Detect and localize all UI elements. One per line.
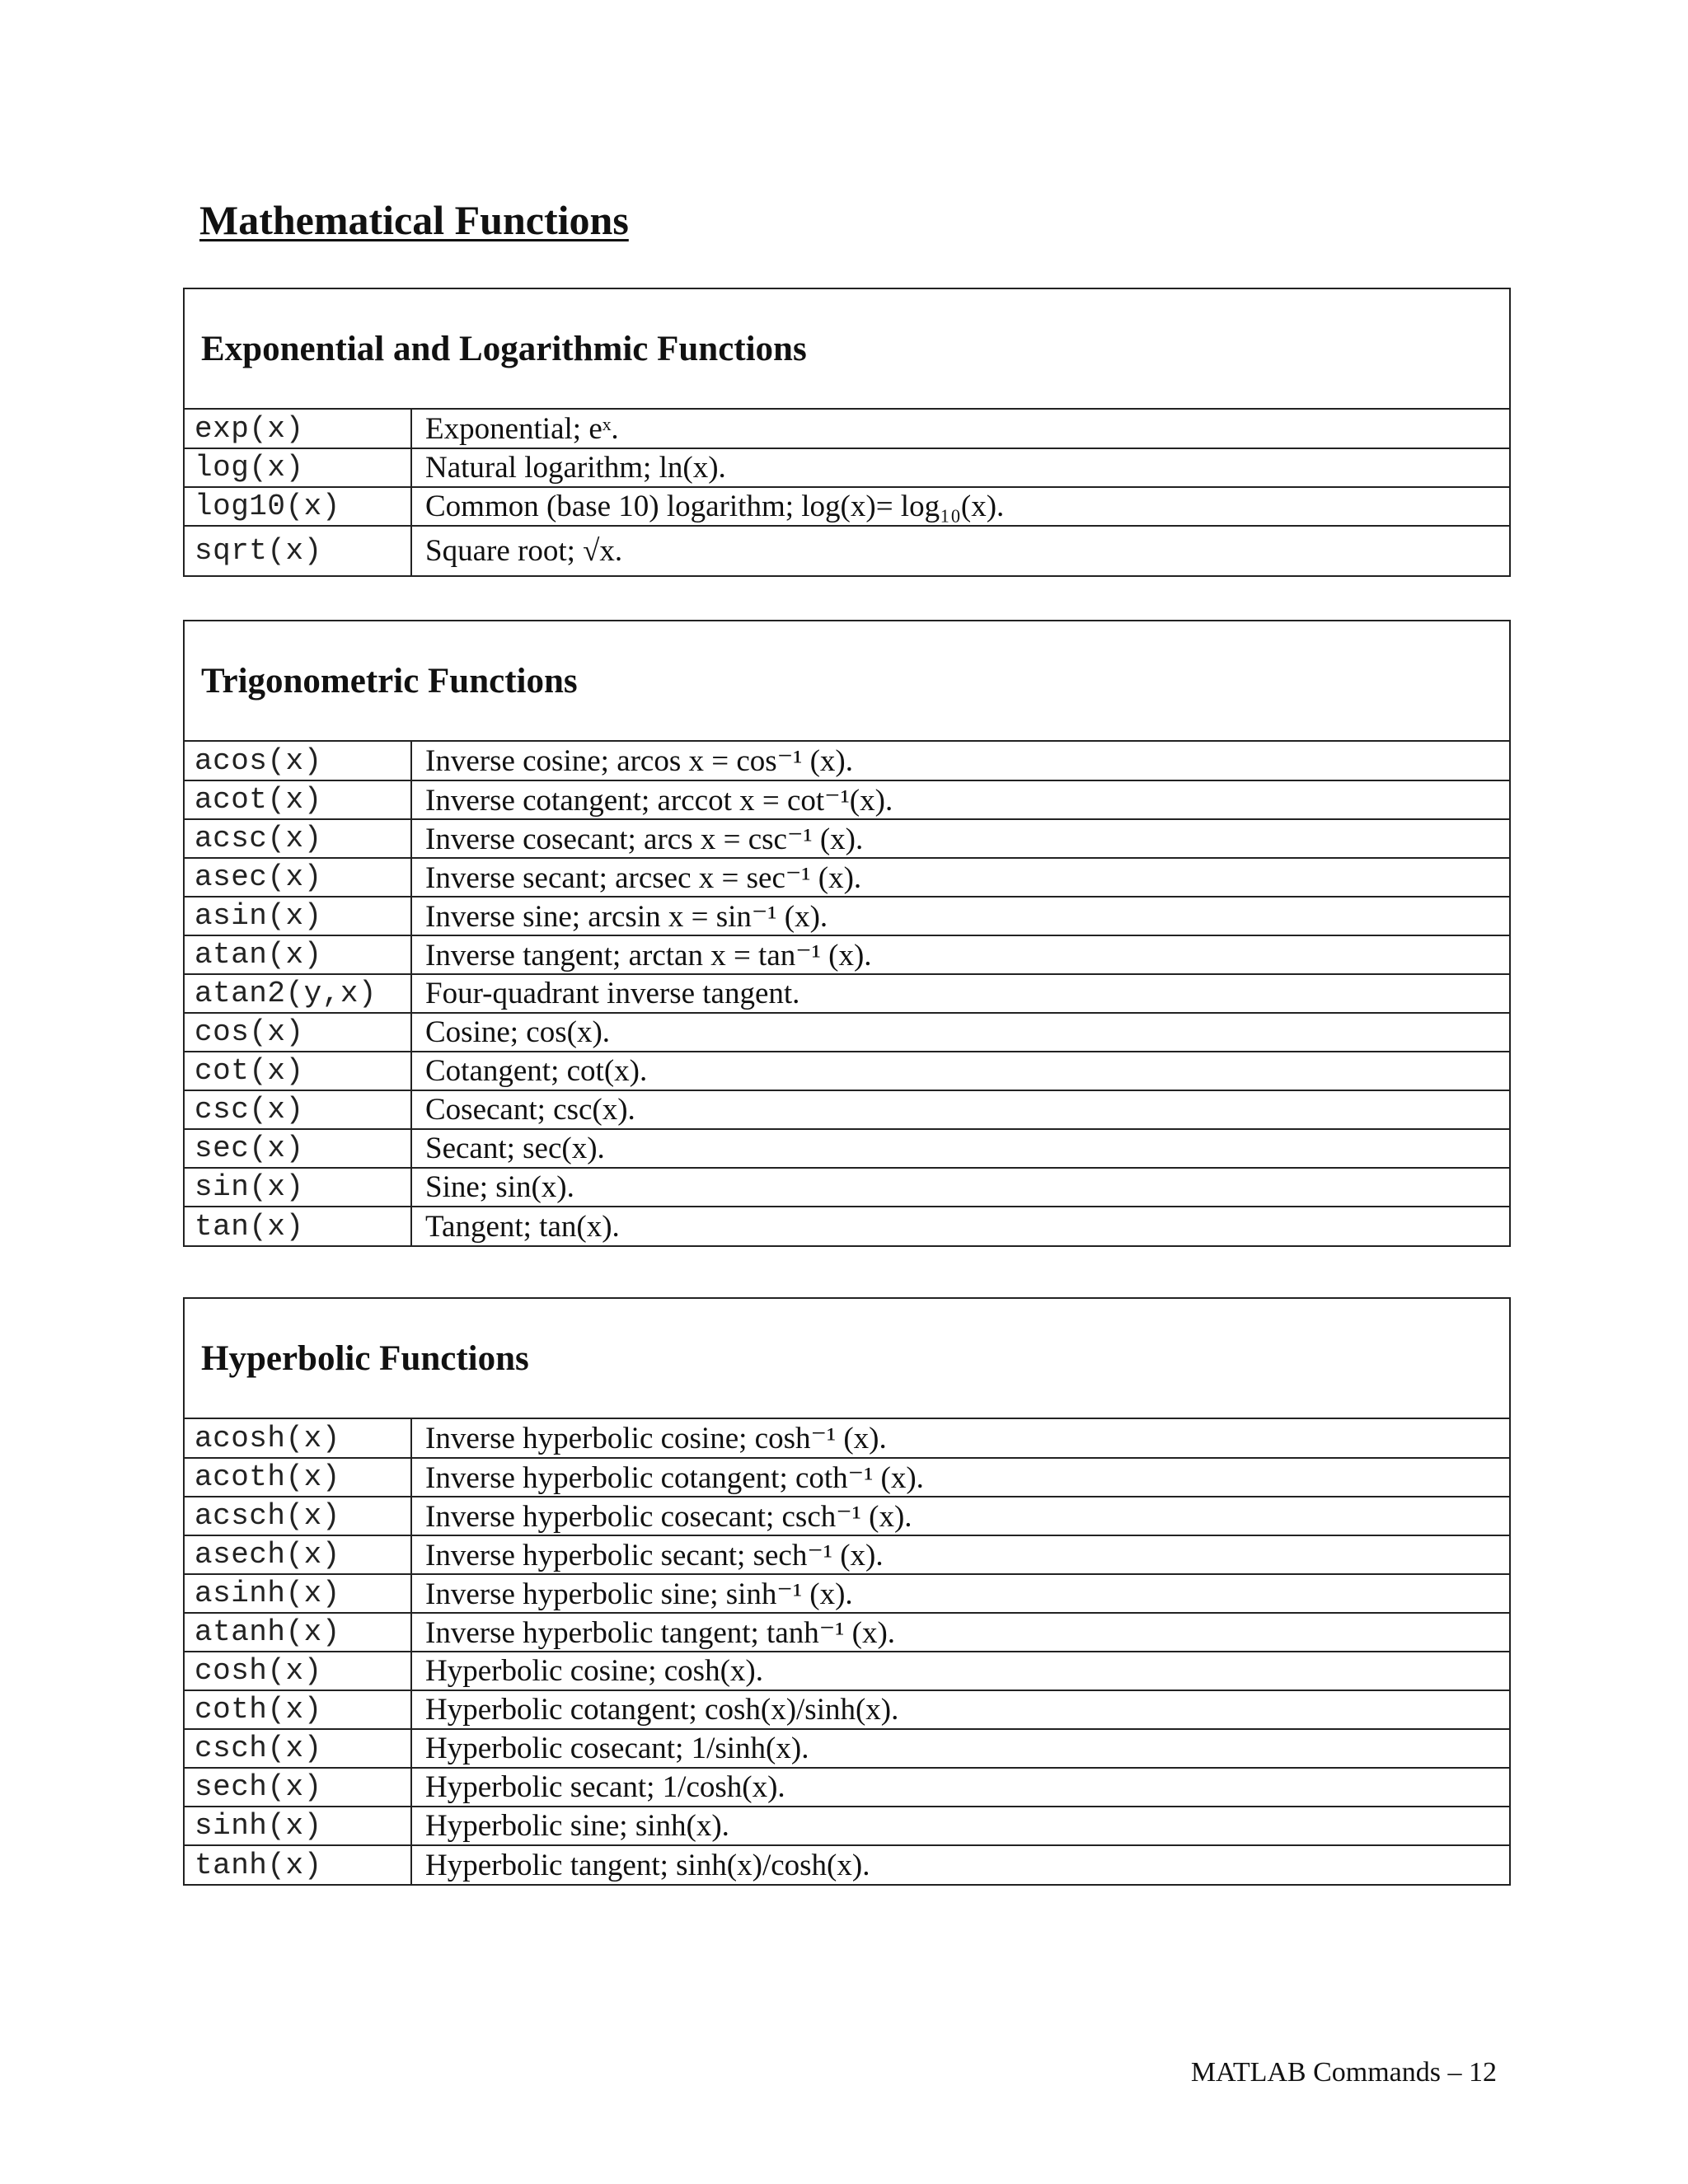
command-cell: coth(x)	[185, 1690, 411, 1729]
description-cell: Inverse cosecant; arcs x = csc⁻¹ (x).	[411, 819, 1509, 858]
table-row	[185, 780, 1509, 819]
description-cell: Inverse hyperbolic secant; sech⁻¹ (x).	[411, 1535, 1509, 1574]
page-title: Mathematical Functions	[199, 197, 629, 243]
table-row	[185, 1052, 1509, 1090]
command-cell: acot(x)	[185, 780, 411, 819]
description-cell: Hyperbolic cosine; cosh(x).	[411, 1652, 1509, 1690]
table-row	[185, 1729, 1509, 1768]
table-row	[185, 742, 1509, 780]
command-cell: asec(x)	[185, 858, 411, 897]
command-cell: acos(x)	[185, 742, 411, 780]
section-title: Exponential and Logarithmic Functions	[201, 329, 807, 368]
command-cell: exp(x)	[185, 410, 411, 448]
command-cell: log10(x)	[185, 487, 411, 526]
description-cell: Inverse tangent; arctan x = tan⁻¹ (x).	[411, 935, 1509, 974]
command-cell: cosh(x)	[185, 1652, 411, 1690]
section-header	[185, 289, 1509, 410]
command-cell: asinh(x)	[185, 1574, 411, 1613]
command-cell: sech(x)	[185, 1768, 411, 1807]
command-cell: tan(x)	[185, 1207, 411, 1245]
description-cell: Four-quadrant inverse tangent.	[411, 974, 1509, 1013]
command-cell: atan(x)	[185, 935, 411, 974]
description-cell: Hyperbolic cotangent; cosh(x)/sinh(x).	[411, 1690, 1509, 1729]
command-cell: acoth(x)	[185, 1458, 411, 1497]
table-row	[185, 1845, 1509, 1884]
command-cell: csc(x)	[185, 1090, 411, 1129]
section-header	[185, 621, 1509, 742]
description-cell: Inverse hyperbolic cosine; cosh⁻¹ (x).	[411, 1419, 1509, 1458]
description-cell: Square root; √x.	[425, 534, 623, 568]
command-cell: tanh(x)	[185, 1845, 411, 1884]
description-cell: Hyperbolic secant; 1/cosh(x).	[411, 1768, 1509, 1807]
command-cell: atanh(x)	[185, 1613, 411, 1652]
function-table	[185, 1419, 1509, 1884]
description-cell: Exponential; eˣ.	[411, 410, 1509, 448]
table-row	[185, 974, 1509, 1013]
description-cell: Inverse secant; arcsec x = sec⁻¹ (x).	[411, 858, 1509, 897]
description-cell: Cosecant; csc(x).	[411, 1090, 1509, 1129]
command-cell: acsch(x)	[185, 1497, 411, 1535]
table-row	[185, 1419, 1509, 1458]
command-cell: asin(x)	[185, 897, 411, 935]
table-row	[185, 487, 1509, 526]
table-row	[185, 1090, 1509, 1129]
table-row	[185, 1807, 1509, 1845]
description-cell: Tangent; tan(x).	[425, 1209, 620, 1244]
description-cell: Secant; sec(x).	[411, 1129, 1509, 1168]
description-cell: Cosine; cos(x).	[411, 1013, 1509, 1052]
description-cell: Inverse cosine; arcos x = cos⁻¹ (x).	[411, 742, 1509, 780]
description-cell: Inverse hyperbolic cotangent; coth⁻¹ (x).	[411, 1458, 1509, 1497]
description-cell: Common (base 10) logarithm; log(x)= log₁₀(x).	[411, 487, 1509, 526]
command-cell: sqrt(x)	[185, 526, 411, 575]
hyperbolic-section	[183, 1297, 1511, 1886]
page-footer: MATLAB Commands – 12	[1190, 2057, 1497, 2088]
trigonometric-section	[183, 620, 1511, 1247]
table-row	[185, 1652, 1509, 1690]
table-row	[185, 410, 1509, 448]
table-row	[185, 1574, 1509, 1613]
command-cell: cot(x)	[185, 1052, 411, 1090]
function-table	[185, 742, 1509, 1245]
table-row	[185, 448, 1509, 487]
table-row	[185, 935, 1509, 974]
description-cell: Inverse hyperbolic tangent; tanh⁻¹ (x).	[411, 1613, 1509, 1652]
description-cell: Inverse hyperbolic cosecant; csch⁻¹ (x).	[411, 1497, 1509, 1535]
command-cell: sec(x)	[185, 1129, 411, 1168]
description-cell: Hyperbolic tangent; sinh(x)/cosh(x).	[425, 1848, 870, 1882]
command-cell: asech(x)	[185, 1535, 411, 1574]
table-row	[185, 1497, 1509, 1535]
table-row	[185, 858, 1509, 897]
table-row	[185, 819, 1509, 858]
command-cell: acosh(x)	[185, 1419, 411, 1458]
command-cell: log(x)	[185, 448, 411, 487]
table-row	[185, 1129, 1509, 1168]
description-cell: Inverse hyperbolic sine; sinh⁻¹ (x).	[411, 1574, 1509, 1613]
table-row	[185, 1458, 1509, 1497]
table-row	[185, 1535, 1509, 1574]
description-cell: Cotangent; cot(x).	[411, 1052, 1509, 1090]
table-row	[185, 526, 1509, 575]
table-row	[185, 1168, 1509, 1207]
command-cell: sin(x)	[185, 1168, 411, 1207]
description-cell: Hyperbolic sine; sinh(x).	[411, 1807, 1509, 1845]
command-cell: sinh(x)	[185, 1807, 411, 1845]
command-cell: csch(x)	[185, 1729, 411, 1768]
command-cell: cos(x)	[185, 1013, 411, 1052]
section-title: Trigonometric Functions	[201, 661, 578, 701]
command-cell: atan2(y,x)	[185, 974, 411, 1013]
function-table	[185, 410, 1509, 575]
description-cell: Sine; sin(x).	[411, 1168, 1509, 1207]
description-cell: Inverse cotangent; arccot x = cot⁻¹(x).	[411, 780, 1509, 819]
description-cell: Hyperbolic cosecant; 1/sinh(x).	[411, 1729, 1509, 1768]
command-cell: acsc(x)	[185, 819, 411, 858]
table-row	[185, 1690, 1509, 1729]
description-cell: Inverse sine; arcsin x = sin⁻¹ (x).	[411, 897, 1509, 935]
table-row	[185, 1613, 1509, 1652]
table-row	[185, 1013, 1509, 1052]
table-row	[185, 897, 1509, 935]
table-row	[185, 1207, 1509, 1245]
section-header	[185, 1299, 1509, 1419]
section-title: Hyperbolic Functions	[201, 1338, 529, 1378]
exponential-logarithmic-section	[183, 288, 1511, 577]
table-row	[185, 1768, 1509, 1807]
description-cell: Natural logarithm; ln(x).	[411, 448, 1509, 487]
